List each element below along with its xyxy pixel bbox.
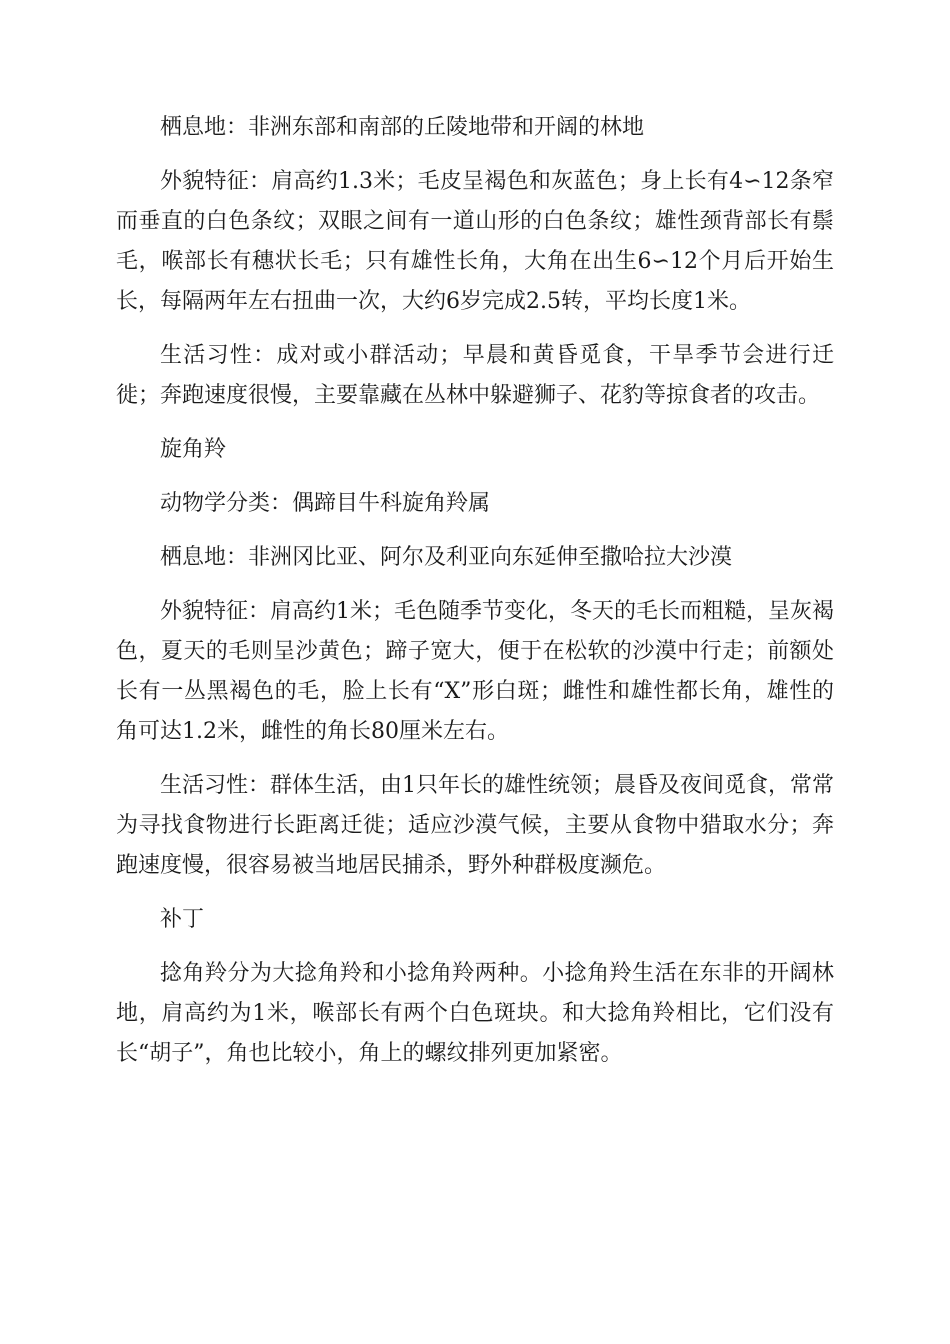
habitat-paragraph-1: 栖息地：非洲东部和南部的丘陵地带和开阔的林地 [160,115,645,140]
classification-paragraph: 动物学分类：偶蹄目牛科旋角羚属 [160,491,491,516]
document-body [116,108,834,1074]
section-heading-supplement: 补丁 [160,907,205,932]
appearance-paragraph-2: 外貌特征：肩高约1米；毛色随季节变化，冬天的毛长而粗糙，呈灰褐色，夏天的毛则呈沙黄色；蹄子宽大，便于在松软的沙漠中行走；前额处长有一丛黑褐色的毛，脸上长有“X”形白斑；雌性和雄性都长角，雄性的角可达1.2米，雌性的角长80厘米左右。 [116,599,834,744]
section-heading-addax: 旋角羚 [160,437,227,462]
habitat-paragraph-2: 栖息地：非洲冈比亚、阿尔及利亚向东延伸至撒哈拉大沙漠 [160,545,733,570]
habits-paragraph-1: 生活习性：成对或小群活动；早晨和黄昏觅食，干旱季节会进行迁徙；奔跑速度很慢，主要靠藏在丛林中躲避狮子、花豹等掠食者的攻击。 [116,343,834,408]
appearance-paragraph-1: 外貌特征：肩高约1.3米；毛皮呈褐色和灰蓝色；身上长有4∽12条窄而垂直的白色条纹；双眼之间有一道山形的白色条纹；雄性颈背部长有鬃毛，喉部长有穗状长毛；只有雄性长角，大角在出生6∽12个月后开始生长，每隔两年左右扭曲一次，大约6岁完成2.5转，平均长度1米。 [116,169,834,314]
supplement-paragraph: 捻角羚分为大捻角羚和小捻角羚两种。小捻角羚生活在东非的开阔林地，肩高约为1米，喉部长有两个白色斑块。和大捻角羚相比，它们没有长“胡子”，角也比较小，角上的螺纹排列更加紧密。 [116,961,834,1066]
habits-paragraph-2: 生活习性：群体生活，由1只年长的雄性统领；晨昏及夜间觅食，常常为寻找食物进行长距离迁徙；适应沙漠气候，主要从食物中猎取水分；奔跑速度慢，很容易被当地居民捕杀，野外种群极度濒危。 [116,773,834,878]
